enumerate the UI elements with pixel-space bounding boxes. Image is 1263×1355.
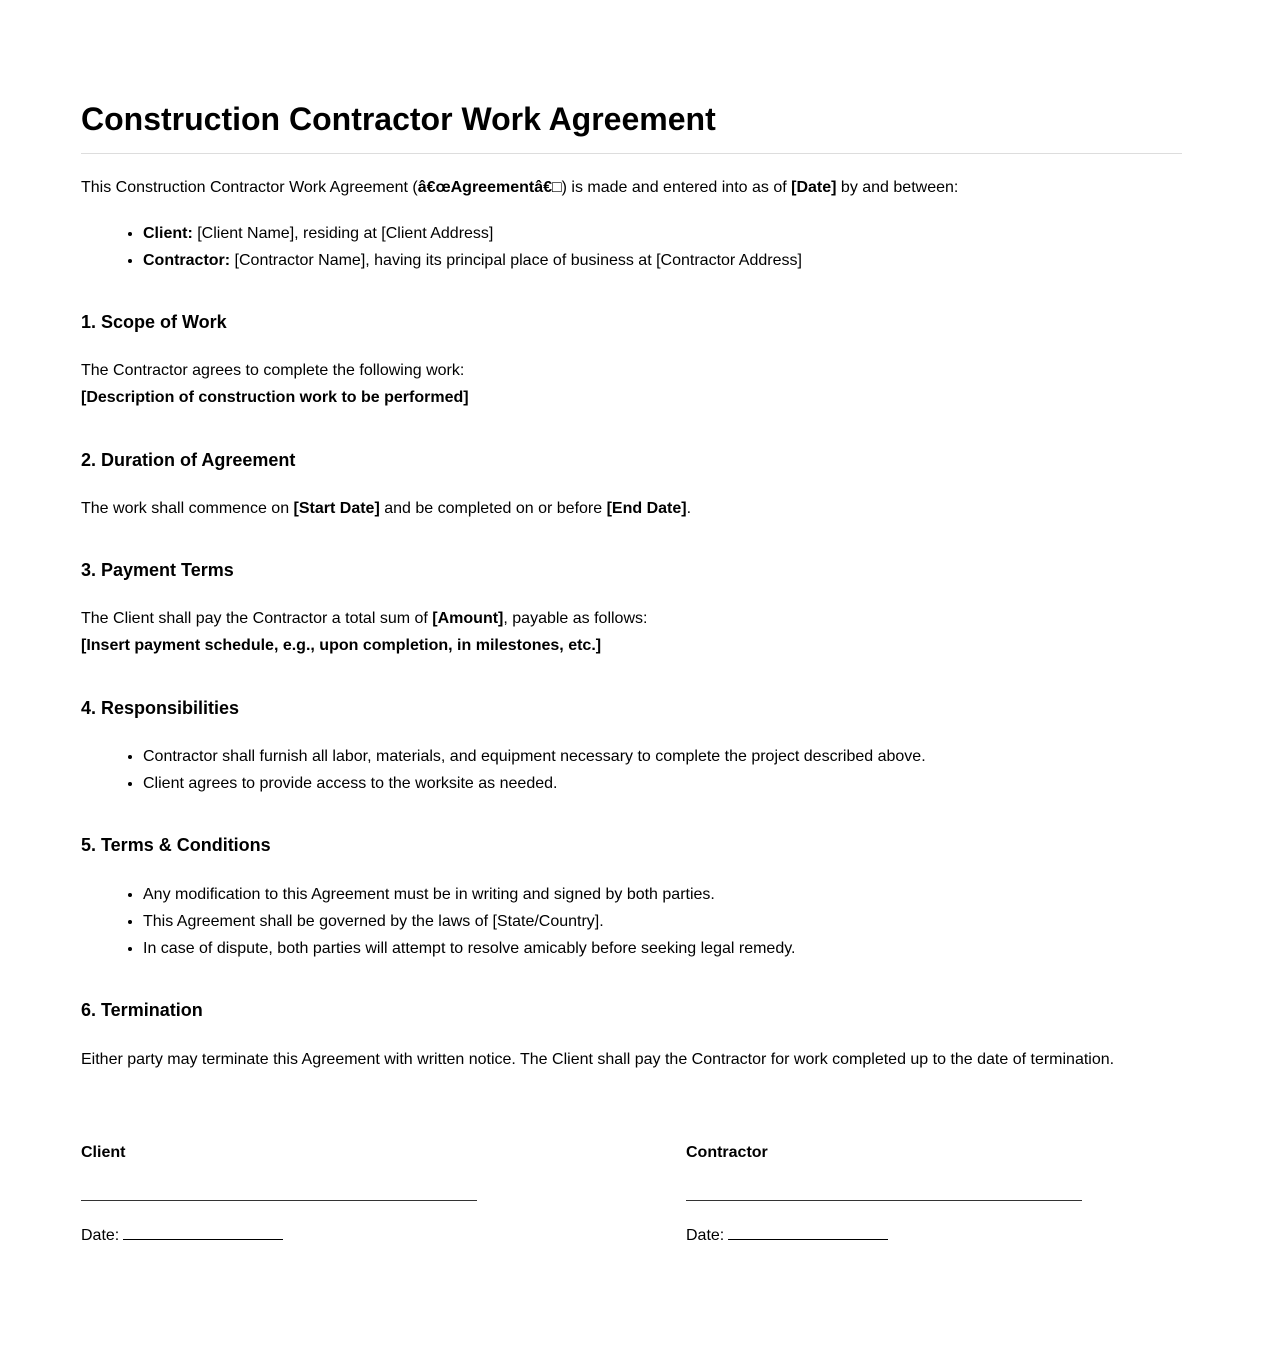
start-date-placeholder: [Start Date] — [293, 500, 380, 517]
section-heading: 5. Terms & Conditions — [81, 835, 271, 855]
list-item: • Client agrees to provide access to the worksite as needed. — [143, 770, 1182, 797]
signature-block — [81, 1139, 1182, 1269]
section-heading: 3. Payment Terms — [81, 560, 234, 580]
duration-body — [81, 495, 1182, 522]
title-divider — [81, 153, 1182, 154]
document-title: Construction Contractor Work Agreement — [81, 101, 716, 137]
section-termination — [81, 998, 1182, 1022]
list-item: • Contractor shall furnish all labor, materials, and equipment necessary to complete the project described above. — [143, 743, 1182, 770]
defined-term: â€œAgreementâ€□ — [417, 179, 562, 196]
responsibilities-list — [81, 743, 1182, 797]
section-heading: 6. Termination — [81, 1000, 203, 1020]
list-item: • This Agreement shall be governed by the laws of [State/Country]. — [143, 908, 1182, 935]
list-item: • In case of dispute, both parties will attempt to resolve amicably before seeking legal remedy. — [143, 935, 1182, 962]
amount-placeholder: [Amount] — [432, 610, 504, 627]
intro-text: This Construction Contractor Work Agreement (â€œAgreementâ€□) is made and entered into as of [Date] by and between: — [81, 179, 959, 196]
section-payment-terms — [81, 558, 1182, 582]
scope-placeholder: [Description of construction work to be performed] — [81, 389, 469, 406]
termination-body — [81, 1046, 1182, 1073]
signature-date: Date: — [81, 1222, 283, 1249]
section-heading: 2. Duration of Agreement — [81, 450, 296, 470]
party-label: Client: — [143, 225, 193, 242]
section-heading: 4. Responsibilities — [81, 698, 240, 718]
parties-list — [81, 220, 1182, 274]
signature-date: Date: — [686, 1222, 888, 1249]
signature-label: Contractor — [686, 1144, 768, 1161]
payment-body — [81, 605, 1182, 659]
scope-text: The Contractor agrees to complete the following work: — [81, 362, 465, 379]
intro-paragraph — [81, 174, 1182, 201]
payment-text: The Client shall pay the Contractor a total sum of [Amount], payable as follows: — [81, 610, 648, 627]
end-date-placeholder: [End Date] — [606, 500, 687, 517]
signature-line[interactable] — [81, 1200, 477, 1201]
section-duration — [81, 448, 1182, 472]
party-contractor: • Contractor: [Contractor Name], having its principal place of business at [Contractor Address] — [143, 247, 1182, 274]
signature-label: Client — [81, 1144, 126, 1161]
payment-schedule-placeholder: [Insert payment schedule, e.g., upon completion, in milestones, etc.] — [81, 637, 602, 654]
termination-text: Either party may terminate this Agreement with written notice. The Client shall pay the Contractor for work completed up to the date of termination. — [81, 1051, 1115, 1068]
party-label: Contractor: — [143, 252, 231, 269]
section-heading: 1. Scope of Work — [81, 312, 227, 332]
terms-list — [81, 881, 1182, 962]
section-terms-conditions — [81, 833, 1182, 857]
date-placeholder: [Date] — [791, 179, 837, 196]
scope-body — [81, 357, 1182, 411]
party-client: • Client: [Client Name], residing at [Client Address] — [143, 220, 1182, 247]
duration-text: The work shall commence on [Start Date] and be completed on or before [End Date]. — [81, 500, 692, 517]
date-line[interactable] — [123, 1225, 283, 1240]
section-scope-of-work — [81, 310, 1182, 334]
list-item: • Any modification to this Agreement must be in writing and signed by both parties. — [143, 881, 1182, 908]
date-line[interactable] — [728, 1225, 888, 1240]
signature-line[interactable] — [686, 1200, 1082, 1201]
section-responsibilities — [81, 696, 1182, 720]
